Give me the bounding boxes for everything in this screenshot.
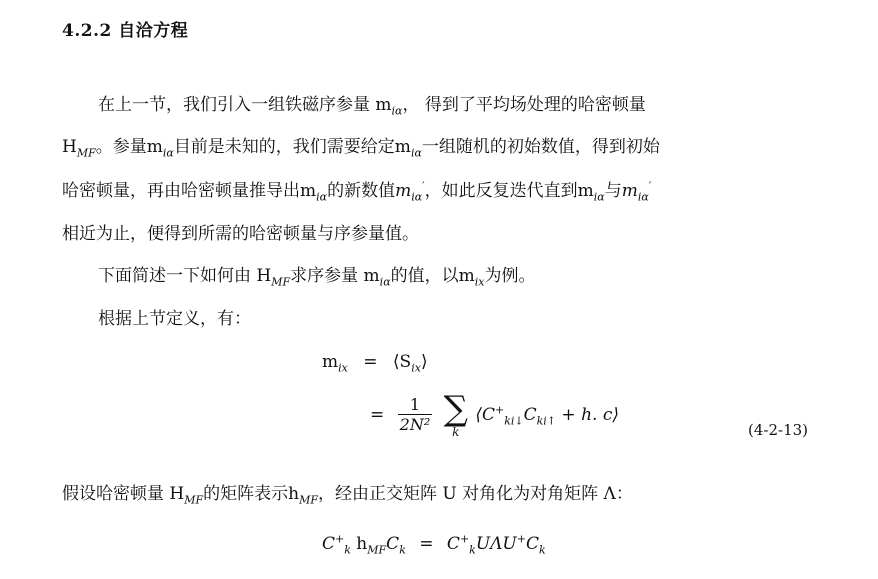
para1-line4: 相近为止，便得到所需的哈密顿量与序参量值。 <box>62 224 419 244</box>
equation-number: (4-2-13) <box>748 421 809 439</box>
equation-diagonalization: $C^+_k$ $h_{MF}C_k = C^+_kU\Lambda U^+C_k$ <box>322 532 546 557</box>
para1-line2: $H_{MF}$。参量$m_{i\alpha}$目前是未知的，我们需要给定$m_{i\alpha}$一组随机的初始数值，得到初始 <box>62 137 660 160</box>
para1-line1: 在上一节，我们引入一组铁磁序参量 $m_{i\alpha}$， 得到了平均场处理的哈密顿量 <box>98 95 646 118</box>
para1-line3: 哈密顿量，再由哈密顿量推导出$m_{i\alpha}$的新数值$m_{i\alpha}'$，如此反复迭代直到$m_{i\alpha}$与$m_{i\alpha}'$ <box>62 179 652 204</box>
equation-mix-definition: $m_{ix}$ = $⟨S_{ix}⟩$ <box>322 352 428 375</box>
section-heading <box>62 16 188 41</box>
para4-line: 假设哈密顿量 $H_{MF}$的矩阵表示$h_{MF}$，经由正交矩阵 U 对角化为对角矩阵 Λ： <box>62 484 633 507</box>
equation-mix-expansion: = $\frac{1}{\text{2N²}}$ ∑ k $⟨C^+_{ki↓}C_{ki↑} + h$. c⟩ <box>370 389 619 439</box>
section-number: 4.2.2 <box>62 21 112 41</box>
section-title: 自洽方程 <box>118 21 189 41</box>
para3-line: 根据上节定义，有： <box>98 309 251 329</box>
fraction: $\frac{1}{\text{2N²}}$ <box>399 394 431 434</box>
para2-line: 下面简述一下如何由 $H_{MF}$求序参量 $m_{i\alpha}$的值，以$m_{ix}$为例。 <box>98 266 536 289</box>
summation: ∑ k <box>443 389 468 439</box>
